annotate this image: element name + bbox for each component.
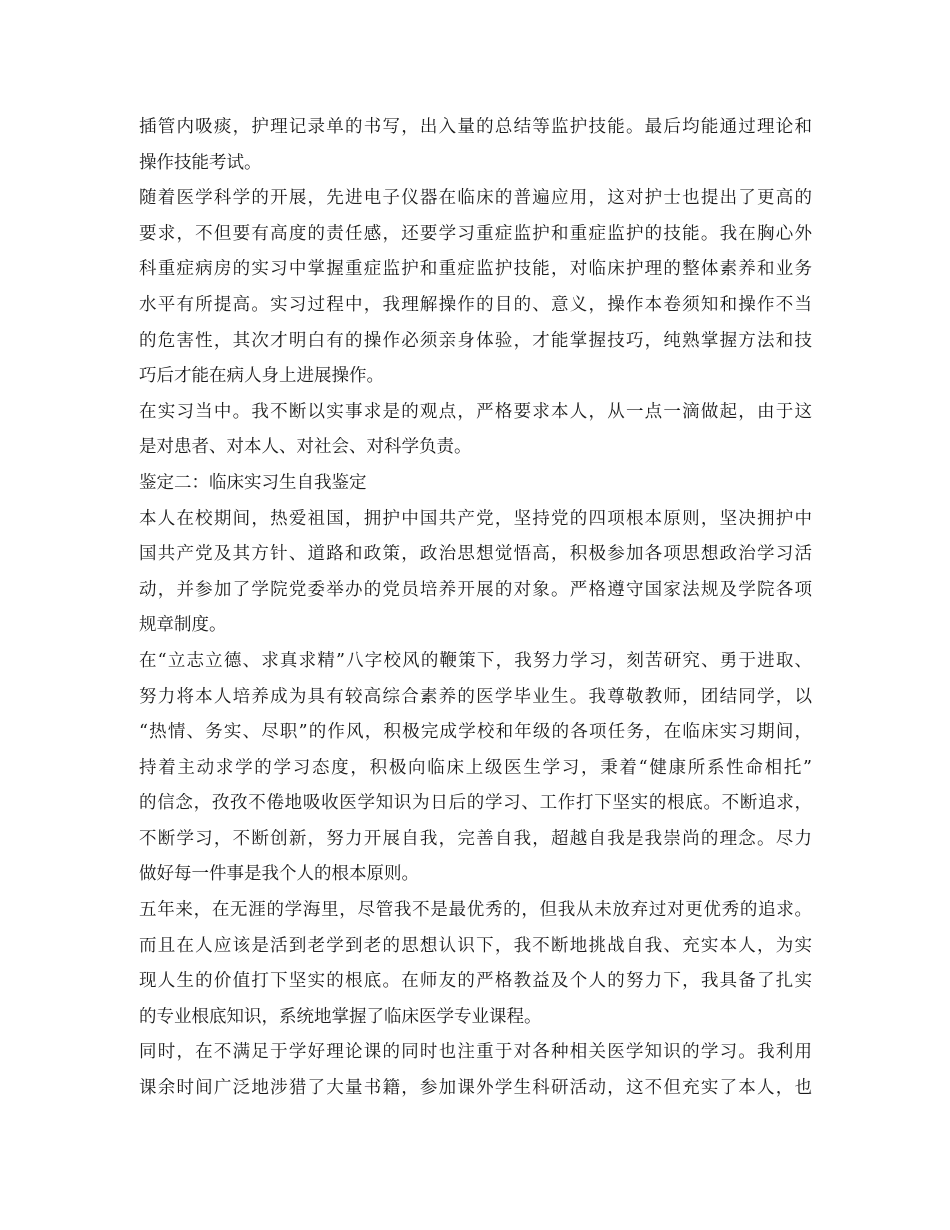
text-line: 水平有所提高。实习过程中，我理解操作的目的、意义，操作本卷须知和操作不当 [139,294,812,315]
text-line: 现人生的价值打下坚实的根底。在师友的严格教益及个人的努力下，我具备了扎实 [139,971,812,992]
text-line: “热情、务实、尽职”的作风，积极完成学校和年级的各项任务，在临床实习期间， [139,722,812,743]
text-line: 鉴定二：临床实习生自我鉴定 [139,472,367,493]
text-line: 在“立志立德、求真求精”八字校风的鞭策下，我努力学习，刻苦研究、勇于进取、 [139,650,812,671]
text-line: 而且在人应该是活到老学到老的思想认识下，我不断地挑战自我、充实本人，为实 [139,935,812,956]
text-line: 巧后才能在病人身上进展操作。 [139,366,384,387]
text-line: 随着医学科学的开展，先进电子仪器在临床的普遍应用，这对护士也提出了更高的 [139,188,812,209]
text-line: 规章制度。 [139,615,227,636]
text-line: 要求，不但要有高度的责任感，还要学习重症监护和重症监护的技能。我在胸心外 [139,223,812,244]
text-line: 五年来，在无涯的学海里，尽管我不是最优秀的，但我从未放弃过对更优秀的追求。 [139,900,812,921]
text-line: 操作技能考试。 [139,152,262,173]
document-body [139,110,812,1107]
text-line: 做好每一件事是我个人的根本原则。 [139,864,419,885]
text-line: 持着主动求学的学习态度，积极向临床上级医生学习，秉着“健康所系性命相托” [139,757,812,778]
text-line: 的专业根底知识，系统地掌握了临床医学专业课程。 [139,1006,542,1027]
text-line: 同时，在不满足于学好理论课的同时也注重于对各种相关医学知识的学习。我利用 [139,1042,812,1063]
text-line: 插管内吸痰，护理记录单的书写，出入量的总结等监护技能。最后均能通过理论和 [139,117,812,137]
text-line: 是对患者、对本人、对社会、对科学负责。 [139,437,472,458]
text-line: 努力将本人培养成为具有较高综合素养的医学毕业生。我尊敬教师，团结同学，以 [139,686,812,707]
text-line: 国共产党及其方针、道路和政策，政治思想觉悟高，积极参加各项思想政治学习活 [139,544,812,565]
text-line: 的信念，孜孜不倦地吸收医学知识为日后的学习、工作打下坚实的根底。不断追求， [139,793,812,814]
text-line: 在实习当中。我不断以实事求是的观点，严格要求本人，从一点一滴做起，由于这 [139,401,812,422]
text-line: 不断学习，不断创新，努力开展自我，完善自我，超越自我是我崇尚的理念。尽力 [139,828,812,849]
text-line: 课余时间广泛地涉猎了大量书籍，参加课外学生科研活动，这不但充实了本人，也 [139,1078,812,1099]
text-line: 本人在校期间，热爱祖国，拥护中国共产党，坚持党的四项根本原则，坚决拥护中 [139,508,812,529]
text-line: 的危害性，其次才明白有的操作必须亲身体验，才能掌握技巧，纯熟掌握方法和技 [139,330,812,351]
text-line: 动，并参加了学院党委举办的党员培养开展的对象。严格遵守国家法规及学院各项 [139,579,812,600]
text-line: 科重症病房的实习中掌握重症监护和重症监护技能，对临床护理的整体素养和业务 [139,259,812,280]
